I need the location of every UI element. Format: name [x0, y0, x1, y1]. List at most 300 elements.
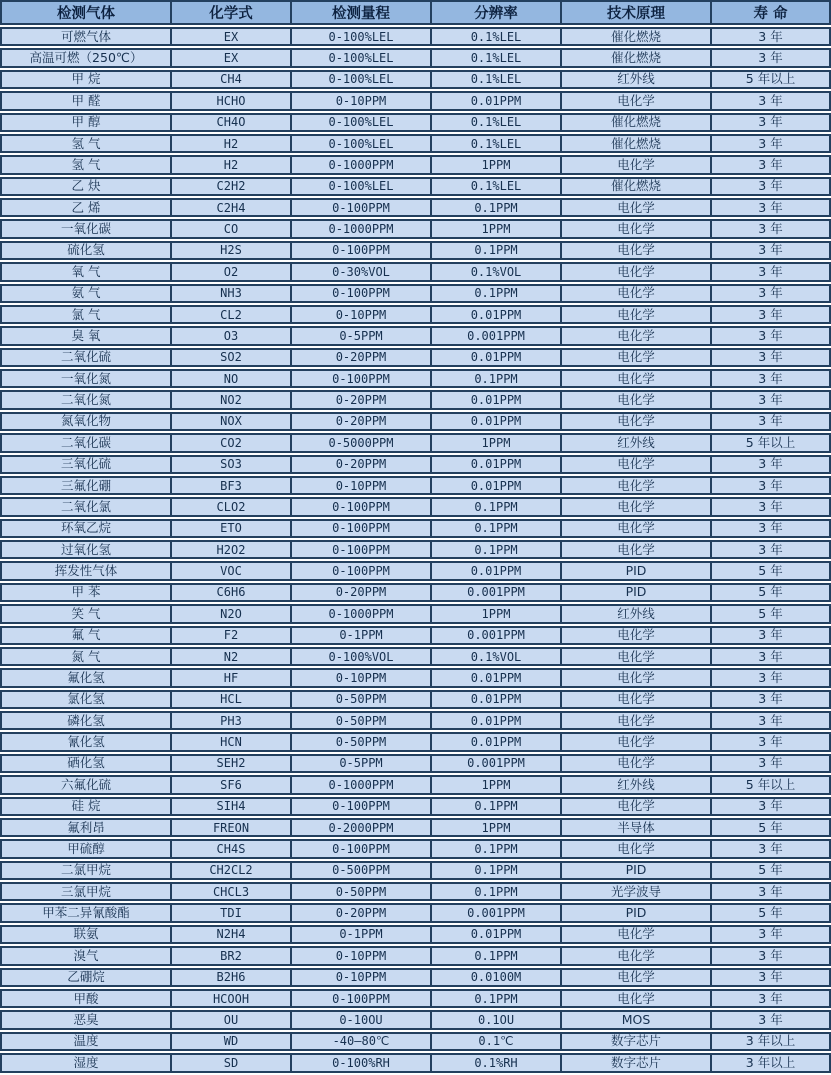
cell-gas: 硒化氢: [0, 754, 170, 773]
cell-principle: 催化燃烧: [560, 177, 710, 196]
cell-formula: N2H4: [170, 925, 290, 944]
cell-range: 0-20PPM: [290, 348, 430, 367]
cell-resolution: 0.1PPM: [430, 839, 560, 858]
cell-principle: 电化学: [560, 198, 710, 217]
cell-gas: 氯化氢: [0, 690, 170, 709]
cell-principle: PID: [560, 903, 710, 922]
cell-gas: 三氯甲烷: [0, 882, 170, 901]
cell-range: 0-10PPM: [290, 968, 430, 987]
cell-range: 0-100PPM: [290, 989, 430, 1008]
table-row: [0, 1032, 831, 1051]
cell-formula: CL2: [170, 305, 290, 324]
cell-lifespan: 3 年: [710, 412, 831, 431]
table-row: [0, 754, 831, 773]
cell-resolution: 0.1%RH: [430, 1053, 560, 1073]
cell-range: 0-5000PPM: [290, 433, 430, 452]
cell-lifespan: 3 年: [710, 989, 831, 1008]
cell-formula: HCHO: [170, 91, 290, 110]
cell-resolution: 0.1PPM: [430, 284, 560, 303]
cell-lifespan: 3 年: [710, 925, 831, 944]
table-row: [0, 797, 831, 816]
cell-lifespan: 3 年: [710, 711, 831, 730]
cell-gas: 二氧化氮: [0, 390, 170, 409]
table-row: [0, 1053, 831, 1073]
cell-range: 0-100%LEL: [290, 113, 430, 132]
cell-principle: PID: [560, 861, 710, 880]
cell-range: 0-20PPM: [290, 903, 430, 922]
cell-range: 0-50PPM: [290, 882, 430, 901]
cell-formula: TDI: [170, 903, 290, 922]
cell-resolution: 0.001PPM: [430, 583, 560, 602]
cell-principle: 数字芯片: [560, 1032, 710, 1051]
table-row: [0, 348, 831, 367]
cell-lifespan: 3 年: [710, 797, 831, 816]
table-row: [0, 284, 831, 303]
cell-resolution: 0.1%LEL: [430, 27, 560, 46]
cell-lifespan: 5 年: [710, 861, 831, 880]
table-row: [0, 626, 831, 645]
cell-principle: 电化学: [560, 305, 710, 324]
cell-resolution: 0.1PPM: [430, 861, 560, 880]
cell-lifespan: 3 年: [710, 134, 831, 153]
cell-resolution: 0.1%LEL: [430, 134, 560, 153]
table-row: [0, 497, 831, 516]
cell-resolution: 0.001PPM: [430, 626, 560, 645]
cell-principle: 电化学: [560, 390, 710, 409]
cell-lifespan: 3 年: [710, 476, 831, 495]
cell-formula: EX: [170, 48, 290, 67]
cell-lifespan: 3 年: [710, 519, 831, 538]
table-row: [0, 219, 831, 238]
cell-range: 0-100%LEL: [290, 134, 430, 153]
cell-range: 0-10PPM: [290, 91, 430, 110]
cell-range: 0-1000PPM: [290, 775, 430, 794]
cell-lifespan: 5 年以上: [710, 775, 831, 794]
cell-resolution: 0.1PPM: [430, 198, 560, 217]
cell-gas: 氨 气: [0, 284, 170, 303]
cell-gas: 恶臭: [0, 1010, 170, 1029]
cell-formula: CO: [170, 219, 290, 238]
cell-range: 0-1000PPM: [290, 219, 430, 238]
cell-formula: H2S: [170, 241, 290, 260]
table-row: [0, 134, 831, 153]
cell-lifespan: 3 年: [710, 647, 831, 666]
cell-principle: PID: [560, 583, 710, 602]
cell-principle: 红外线: [560, 70, 710, 89]
cell-range: 0-100PPM: [290, 284, 430, 303]
cell-lifespan: 3 年: [710, 690, 831, 709]
cell-principle: 半导体: [560, 818, 710, 837]
cell-range: 0-10PPM: [290, 476, 430, 495]
cell-gas: 甲 烷: [0, 70, 170, 89]
cell-formula: NH3: [170, 284, 290, 303]
table-row: [0, 455, 831, 474]
cell-gas: 三氟化硼: [0, 476, 170, 495]
cell-lifespan: 3 年以上: [710, 1032, 831, 1051]
table-row: [0, 604, 831, 623]
cell-gas: 二氧化氯: [0, 497, 170, 516]
cell-range: 0-100PPM: [290, 519, 430, 538]
cell-principle: 电化学: [560, 711, 710, 730]
table-row: [0, 583, 831, 602]
table-row: [0, 433, 831, 452]
cell-formula: C2H4: [170, 198, 290, 217]
cell-gas: 甲苯二异氰酸酯: [0, 903, 170, 922]
cell-gas: 湿度: [0, 1053, 170, 1073]
cell-lifespan: 3 年: [710, 455, 831, 474]
table-row: [0, 155, 831, 174]
cell-range: 0-10PPM: [290, 305, 430, 324]
cell-principle: 催化燃烧: [560, 134, 710, 153]
table-header: [0, 0, 831, 25]
table-row: [0, 839, 831, 858]
column-header-gas: 检测气体: [0, 0, 170, 25]
cell-resolution: 0.1OU: [430, 1010, 560, 1029]
cell-principle: 电化学: [560, 155, 710, 174]
cell-principle: 数字芯片: [560, 1053, 710, 1073]
cell-resolution: 0.01PPM: [430, 476, 560, 495]
cell-gas: 氧 气: [0, 262, 170, 281]
table-row: [0, 262, 831, 281]
table-row: [0, 91, 831, 110]
cell-resolution: 0.1%LEL: [430, 70, 560, 89]
cell-range: 0-100%LEL: [290, 177, 430, 196]
cell-gas: 氯 气: [0, 305, 170, 324]
cell-formula: CLO2: [170, 497, 290, 516]
table-row: [0, 369, 831, 388]
cell-formula: PH3: [170, 711, 290, 730]
cell-principle: 电化学: [560, 497, 710, 516]
cell-principle: 电化学: [560, 925, 710, 944]
cell-range: 0-100%VOL: [290, 647, 430, 666]
cell-principle: 电化学: [560, 284, 710, 303]
cell-resolution: 0.1%LEL: [430, 177, 560, 196]
column-header-range: 检测量程: [290, 0, 430, 25]
cell-principle: PID: [560, 561, 710, 580]
cell-resolution: 0.001PPM: [430, 326, 560, 345]
cell-principle: 红外线: [560, 775, 710, 794]
cell-gas: 二氧化碳: [0, 433, 170, 452]
cell-range: -40—80℃: [290, 1032, 430, 1051]
cell-lifespan: 3 年: [710, 155, 831, 174]
cell-resolution: 0.1PPM: [430, 519, 560, 538]
cell-range: 0-20PPM: [290, 455, 430, 474]
cell-resolution: 0.1%VOL: [430, 262, 560, 281]
table-row: [0, 519, 831, 538]
cell-principle: 电化学: [560, 732, 710, 751]
cell-lifespan: 3 年: [710, 27, 831, 46]
column-header-formula: 化学式: [170, 0, 290, 25]
cell-lifespan: 3 年: [710, 754, 831, 773]
cell-lifespan: 3 年: [710, 497, 831, 516]
cell-formula: SO2: [170, 348, 290, 367]
table-row: [0, 647, 831, 666]
cell-range: 0-1000PPM: [290, 155, 430, 174]
cell-range: 0-100PPM: [290, 839, 430, 858]
cell-resolution: 0.1PPM: [430, 540, 560, 559]
cell-lifespan: 3 年: [710, 48, 831, 67]
cell-formula: O3: [170, 326, 290, 345]
cell-range: 0-5PPM: [290, 754, 430, 773]
cell-gas: 氢 气: [0, 134, 170, 153]
cell-resolution: 1PPM: [430, 219, 560, 238]
cell-lifespan: 5 年: [710, 818, 831, 837]
cell-formula: CH2CL2: [170, 861, 290, 880]
cell-gas: 环氧乙烷: [0, 519, 170, 538]
cell-formula: NOX: [170, 412, 290, 431]
cell-principle: 催化燃烧: [560, 27, 710, 46]
cell-principle: 催化燃烧: [560, 113, 710, 132]
cell-range: 0-50PPM: [290, 732, 430, 751]
cell-principle: 电化学: [560, 476, 710, 495]
cell-gas: 乙硼烷: [0, 968, 170, 987]
table-row: [0, 305, 831, 324]
cell-formula: CHCL3: [170, 882, 290, 901]
cell-resolution: 0.01PPM: [430, 390, 560, 409]
cell-formula: ETO: [170, 519, 290, 538]
cell-gas: 二氧化硫: [0, 348, 170, 367]
cell-resolution: 0.01PPM: [430, 561, 560, 580]
cell-resolution: 0.1%VOL: [430, 647, 560, 666]
cell-principle: 电化学: [560, 797, 710, 816]
cell-formula: BR2: [170, 946, 290, 965]
table-row: [0, 882, 831, 901]
cell-resolution: 0.1PPM: [430, 989, 560, 1008]
cell-resolution: 0.01PPM: [430, 732, 560, 751]
cell-principle: 电化学: [560, 968, 710, 987]
cell-lifespan: 5 年: [710, 561, 831, 580]
table-row: [0, 326, 831, 345]
cell-range: 0-20PPM: [290, 412, 430, 431]
cell-principle: 电化学: [560, 455, 710, 474]
cell-principle: 催化燃烧: [560, 48, 710, 67]
cell-lifespan: 3 年: [710, 198, 831, 217]
cell-formula: C6H6: [170, 583, 290, 602]
cell-gas: 甲硫醇: [0, 839, 170, 858]
cell-range: 0-10PPM: [290, 946, 430, 965]
table-row: [0, 690, 831, 709]
cell-resolution: 0.01PPM: [430, 412, 560, 431]
cell-formula: HF: [170, 668, 290, 687]
cell-resolution: 0.1PPM: [430, 946, 560, 965]
cell-gas: 氢 气: [0, 155, 170, 174]
cell-formula: VOC: [170, 561, 290, 580]
header-row: [0, 0, 831, 25]
cell-lifespan: 3 年: [710, 732, 831, 751]
cell-gas: 联氨: [0, 925, 170, 944]
table-body: [0, 27, 831, 1073]
cell-resolution: 0.01PPM: [430, 348, 560, 367]
cell-gas: 乙 烯: [0, 198, 170, 217]
cell-principle: MOS: [560, 1010, 710, 1029]
cell-principle: 电化学: [560, 754, 710, 773]
cell-resolution: 1PPM: [430, 433, 560, 452]
cell-gas: 氟 气: [0, 626, 170, 645]
cell-lifespan: 5 年以上: [710, 433, 831, 452]
table-row: [0, 1010, 831, 1029]
cell-gas: 一氧化碳: [0, 219, 170, 238]
cell-resolution: 0.1%LEL: [430, 48, 560, 67]
table-row: [0, 818, 831, 837]
cell-principle: 电化学: [560, 839, 710, 858]
cell-gas: 三氧化硫: [0, 455, 170, 474]
cell-resolution: 0.1%LEL: [430, 113, 560, 132]
cell-range: 0-10PPM: [290, 668, 430, 687]
cell-gas: 硅 烷: [0, 797, 170, 816]
cell-range: 0-100PPM: [290, 241, 430, 260]
cell-lifespan: 3 年: [710, 968, 831, 987]
cell-gas: 一氧化氮: [0, 369, 170, 388]
cell-formula: N2O: [170, 604, 290, 623]
cell-formula: C2H2: [170, 177, 290, 196]
cell-lifespan: 3 年: [710, 839, 831, 858]
cell-resolution: 0.1PPM: [430, 241, 560, 260]
table-row: [0, 711, 831, 730]
cell-lifespan: 3 年: [710, 326, 831, 345]
cell-resolution: 0.01PPM: [430, 711, 560, 730]
cell-gas: 过氧化氢: [0, 540, 170, 559]
cell-range: 0-100%RH: [290, 1053, 430, 1073]
cell-gas: 氰化氢: [0, 732, 170, 751]
cell-formula: HCL: [170, 690, 290, 709]
table-row: [0, 198, 831, 217]
cell-formula: F2: [170, 626, 290, 645]
cell-resolution: 1PPM: [430, 775, 560, 794]
cell-principle: 红外线: [560, 604, 710, 623]
cell-range: 0-100PPM: [290, 369, 430, 388]
cell-resolution: 0.1PPM: [430, 882, 560, 901]
cell-gas: 甲 醇: [0, 113, 170, 132]
cell-gas: 可燃气体: [0, 27, 170, 46]
table-row: [0, 561, 831, 580]
cell-principle: 电化学: [560, 219, 710, 238]
cell-lifespan: 3 年以上: [710, 1053, 831, 1073]
cell-formula: SD: [170, 1053, 290, 1073]
cell-lifespan: 3 年: [710, 1010, 831, 1029]
cell-resolution: 0.1℃: [430, 1032, 560, 1051]
cell-lifespan: 3 年: [710, 177, 831, 196]
cell-principle: 电化学: [560, 540, 710, 559]
cell-lifespan: 3 年: [710, 113, 831, 132]
table-row: [0, 925, 831, 944]
cell-lifespan: 3 年: [710, 348, 831, 367]
cell-formula: SIH4: [170, 797, 290, 816]
cell-formula: B2H6: [170, 968, 290, 987]
cell-formula: NO: [170, 369, 290, 388]
cell-range: 0-1PPM: [290, 925, 430, 944]
cell-principle: 电化学: [560, 412, 710, 431]
table-row: [0, 668, 831, 687]
cell-gas: 氮氧化物: [0, 412, 170, 431]
cell-formula: SF6: [170, 775, 290, 794]
cell-lifespan: 3 年: [710, 540, 831, 559]
table-row: [0, 113, 831, 132]
cell-resolution: 1PPM: [430, 818, 560, 837]
cell-formula: SO3: [170, 455, 290, 474]
cell-principle: 电化学: [560, 241, 710, 260]
cell-formula: CO2: [170, 433, 290, 452]
cell-resolution: 0.01PPM: [430, 91, 560, 110]
cell-formula: NO2: [170, 390, 290, 409]
cell-gas: 氮 气: [0, 647, 170, 666]
cell-range: 0-100%LEL: [290, 48, 430, 67]
cell-range: 0-100%LEL: [290, 27, 430, 46]
cell-range: 0-1000PPM: [290, 604, 430, 623]
cell-principle: 电化学: [560, 647, 710, 666]
cell-lifespan: 3 年: [710, 390, 831, 409]
table-row: [0, 390, 831, 409]
cell-lifespan: 3 年: [710, 305, 831, 324]
cell-principle: 电化学: [560, 626, 710, 645]
cell-principle: 电化学: [560, 262, 710, 281]
cell-gas: 硫化氢: [0, 241, 170, 260]
cell-resolution: 0.001PPM: [430, 903, 560, 922]
cell-gas: 温度: [0, 1032, 170, 1051]
cell-gas: 甲酸: [0, 989, 170, 1008]
cell-principle: 电化学: [560, 946, 710, 965]
cell-gas: 高温可燃（250℃）: [0, 48, 170, 67]
cell-gas: 六氟化硫: [0, 775, 170, 794]
table-row: [0, 861, 831, 880]
cell-range: 0-2000PPM: [290, 818, 430, 837]
cell-lifespan: 5 年以上: [710, 70, 831, 89]
table-row: [0, 177, 831, 196]
cell-range: 0-50PPM: [290, 711, 430, 730]
cell-resolution: 0.01PPM: [430, 925, 560, 944]
cell-range: 0-10OU: [290, 1010, 430, 1029]
cell-resolution: 0.01PPM: [430, 690, 560, 709]
cell-resolution: 0.1PPM: [430, 497, 560, 516]
cell-principle: 电化学: [560, 690, 710, 709]
cell-principle: 电化学: [560, 91, 710, 110]
table-row: [0, 989, 831, 1008]
table-row: [0, 70, 831, 89]
cell-gas: 笑 气: [0, 604, 170, 623]
cell-formula: CH4S: [170, 839, 290, 858]
table-row: [0, 946, 831, 965]
cell-lifespan: 3 年: [710, 668, 831, 687]
cell-formula: O2: [170, 262, 290, 281]
cell-principle: 电化学: [560, 348, 710, 367]
cell-formula: N2: [170, 647, 290, 666]
cell-formula: WD: [170, 1032, 290, 1051]
table-row: [0, 540, 831, 559]
table-row: [0, 241, 831, 260]
cell-principle: 电化学: [560, 326, 710, 345]
cell-lifespan: 3 年: [710, 262, 831, 281]
cell-resolution: 1PPM: [430, 155, 560, 174]
cell-range: 0-100PPM: [290, 497, 430, 516]
cell-formula: CH4: [170, 70, 290, 89]
table-row: [0, 476, 831, 495]
cell-resolution: 0.01PPM: [430, 305, 560, 324]
cell-formula: H2: [170, 134, 290, 153]
cell-principle: 电化学: [560, 519, 710, 538]
cell-gas: 甲 醛: [0, 91, 170, 110]
cell-gas: 乙 炔: [0, 177, 170, 196]
cell-lifespan: 3 年: [710, 241, 831, 260]
cell-formula: H2O2: [170, 540, 290, 559]
cell-lifespan: 3 年: [710, 284, 831, 303]
cell-principle: 红外线: [560, 433, 710, 452]
cell-formula: HCN: [170, 732, 290, 751]
table-row: [0, 27, 831, 46]
cell-range: 0-100PPM: [290, 540, 430, 559]
cell-resolution: 0.1PPM: [430, 369, 560, 388]
cell-range: 0-1PPM: [290, 626, 430, 645]
column-header-lifespan: 寿 命: [710, 0, 831, 25]
cell-lifespan: 3 年: [710, 219, 831, 238]
